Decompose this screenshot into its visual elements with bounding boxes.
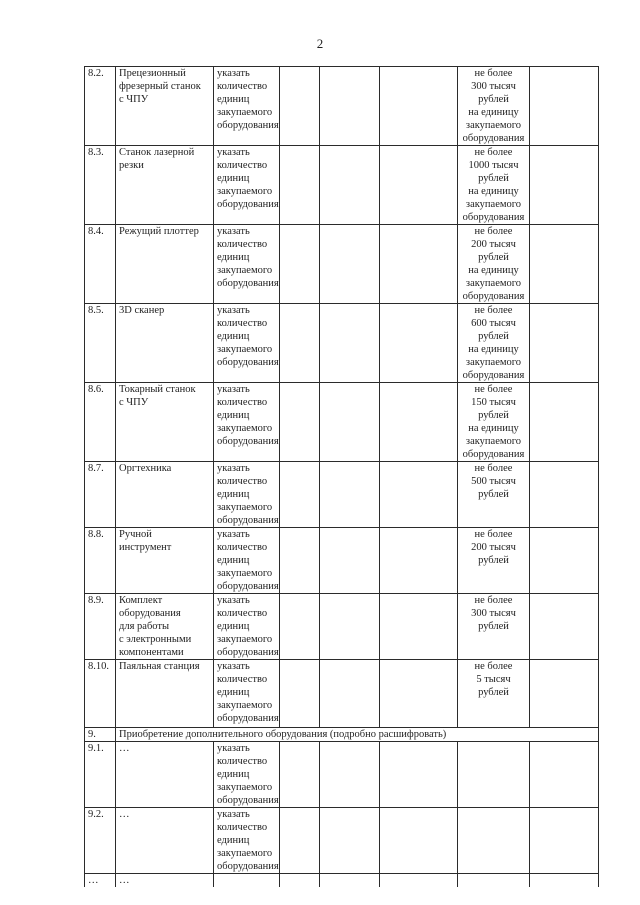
unit-instruction-cell <box>214 660 280 728</box>
item-name-cell-line: Комплект <box>119 595 163 606</box>
item-number-cell <box>85 594 116 660</box>
item-number-cell <box>85 383 116 462</box>
unit-instruction-cell-line: оборудования <box>217 515 279 526</box>
table-row <box>85 146 599 225</box>
price-limit-cell-line: оборудования <box>462 291 525 302</box>
unit-instruction-cell-line: закупаемого <box>217 568 273 579</box>
unit-instruction-cell-line: единиц <box>217 555 250 566</box>
unit-instruction-cell <box>214 528 280 594</box>
equipment-table <box>84 66 599 887</box>
empty-cell <box>320 808 380 874</box>
unit-instruction-cell-line: закупаемого <box>217 848 273 859</box>
unit-instruction-cell-line: оборудования <box>217 581 279 592</box>
unit-instruction-cell-line: закупаемого <box>217 344 273 355</box>
price-limit-cell-line: не более <box>474 226 513 237</box>
section-title-cell <box>116 728 599 742</box>
empty-cell <box>530 874 599 888</box>
item-name-cell <box>116 67 214 146</box>
price-limit-cell <box>458 225 530 304</box>
empty-cell <box>458 742 530 808</box>
item-name-cell <box>116 594 214 660</box>
empty-cell <box>380 742 458 808</box>
unit-instruction-cell-line: указать <box>217 226 250 237</box>
empty-cell <box>280 594 320 660</box>
unit-instruction-cell-line: количество <box>217 81 268 92</box>
unit-instruction-cell-line: оборудования <box>217 861 279 872</box>
section-number: 9. <box>88 729 96 740</box>
item-number: 8.4. <box>88 226 104 237</box>
empty-cell <box>530 462 599 528</box>
price-limit-cell-line: 300 тысяч <box>471 81 516 92</box>
empty-cell <box>320 742 380 808</box>
item-number: 9.2. <box>88 809 104 820</box>
empty-cell <box>280 874 320 888</box>
empty-cell <box>320 462 380 528</box>
unit-instruction-cell-line: единиц <box>217 331 250 342</box>
unit-instruction-cell-line: указать <box>217 68 250 79</box>
item-name-cell <box>116 304 214 383</box>
empty-cell <box>380 528 458 594</box>
empty-cell <box>380 383 458 462</box>
item-name: … <box>119 809 130 820</box>
item-number-cell <box>85 808 116 874</box>
unit-instruction-cell-line: указать <box>217 809 250 820</box>
empty-cell <box>380 808 458 874</box>
unit-instruction-cell-line: указать <box>217 529 250 540</box>
item-number-cell <box>85 528 116 594</box>
item-name-cell-line: Оргтехника <box>119 463 172 474</box>
price-limit-cell-line: 500 тысяч <box>471 476 516 487</box>
price-limit-cell-line: закупаемого <box>465 357 522 368</box>
price-limit-cell <box>458 67 530 146</box>
item-name-cell-line: с ЧПУ <box>119 94 149 105</box>
item-number-cell <box>85 225 116 304</box>
unit-instruction-cell-line: оборудования <box>217 120 279 131</box>
item-name-cell-line: фрезерный станок <box>119 81 201 92</box>
item-number-cell <box>85 874 116 888</box>
empty-cell <box>320 528 380 594</box>
item-name-cell-line: 3D сканер <box>119 305 165 316</box>
price-limit-cell-line: не более <box>474 384 513 395</box>
empty-cell <box>320 660 380 728</box>
unit-instruction-cell-line: количество <box>217 397 268 408</box>
table-row <box>85 808 599 874</box>
unit-instruction-cell-line: единиц <box>217 835 250 846</box>
item-name-cell <box>116 742 214 808</box>
price-limit-cell-line: рублей <box>478 489 509 500</box>
item-name-cell-line: Паяльная станция <box>119 661 200 672</box>
item-number: 8.9. <box>88 595 104 606</box>
item-number: 8.2. <box>88 68 104 79</box>
unit-instruction-cell <box>214 383 280 462</box>
empty-cell <box>280 383 320 462</box>
empty-cell <box>320 225 380 304</box>
unit-instruction-cell-line: количество <box>217 160 268 171</box>
empty-cell <box>530 146 599 225</box>
price-limit-cell-line: 1000 тысяч <box>468 160 519 171</box>
empty-cell <box>280 67 320 146</box>
item-number: 8.3. <box>88 147 104 158</box>
unit-instruction-cell <box>214 225 280 304</box>
price-limit-cell <box>458 528 530 594</box>
item-name-cell-line: компонентами <box>119 647 184 658</box>
price-limit-cell-line: на единицу <box>468 265 519 276</box>
item-name-cell-line: с ЧПУ <box>119 397 149 408</box>
empty-cell <box>530 742 599 808</box>
price-limit-cell-line: оборудования <box>462 212 525 223</box>
price-limit-cell <box>458 462 530 528</box>
unit-instruction-cell-line: количество <box>217 674 268 685</box>
item-number-cell <box>85 660 116 728</box>
unit-instruction-cell-line: указать <box>217 305 250 316</box>
table-row <box>85 225 599 304</box>
empty-cell <box>530 660 599 728</box>
price-limit-cell <box>458 304 530 383</box>
table-row <box>85 660 599 728</box>
empty-cell <box>380 67 458 146</box>
empty-cell <box>380 594 458 660</box>
item-name-cell <box>116 874 214 888</box>
unit-instruction-cell-line: оборудования <box>217 199 279 210</box>
item-name-cell <box>116 225 214 304</box>
unit-instruction-cell-line: указать <box>217 384 250 395</box>
table-row <box>85 304 599 383</box>
empty-cell <box>320 383 380 462</box>
price-limit-cell <box>458 594 530 660</box>
price-limit-cell-line: на единицу <box>468 186 519 197</box>
empty-cell <box>280 225 320 304</box>
item-name-cell <box>116 808 214 874</box>
section-number-cell <box>85 728 116 742</box>
empty-cell <box>380 660 458 728</box>
item-name-cell-line: для работы <box>119 621 170 632</box>
price-limit-cell-line: не более <box>474 661 513 672</box>
price-limit-cell-line: не более <box>474 595 513 606</box>
unit-instruction-cell-line: единиц <box>217 687 250 698</box>
item-name: … <box>119 875 130 886</box>
price-limit-cell-line: на единицу <box>468 344 519 355</box>
item-name-cell-line: Ручной <box>119 529 152 540</box>
unit-instruction-cell-line: единиц <box>217 621 250 632</box>
unit-instruction-cell-line: количество <box>217 542 268 553</box>
price-limit-cell-line: закупаемого <box>465 278 522 289</box>
price-limit-cell-line: не более <box>474 463 513 474</box>
unit-instruction-cell-line: указать <box>217 463 250 474</box>
price-limit-cell-line: 300 тысяч <box>471 608 516 619</box>
unit-instruction-cell-line: закупаемого <box>217 186 273 197</box>
section-title: Приобретение дополнительного оборудования (подробно расшифровать) <box>119 729 447 740</box>
unit-instruction-cell-line: закупаемого <box>217 423 273 434</box>
empty-cell <box>280 660 320 728</box>
item-number-cell <box>85 67 116 146</box>
empty-cell <box>530 808 599 874</box>
item-name: … <box>119 743 130 754</box>
price-limit-cell-line: на единицу <box>468 107 519 118</box>
unit-instruction-cell-line: закупаемого <box>217 265 273 276</box>
empty-cell <box>280 742 320 808</box>
unit-instruction-cell-line: количество <box>217 756 268 767</box>
item-name-cell-line: резки <box>119 160 144 171</box>
item-name-cell-line: инструмент <box>119 542 172 553</box>
unit-instruction-cell <box>214 808 280 874</box>
price-limit-cell-line: рублей <box>478 621 509 632</box>
item-number: 9.1. <box>88 743 104 754</box>
empty-cell <box>530 67 599 146</box>
price-limit-cell-line: рублей <box>478 410 509 421</box>
item-number-cell <box>85 742 116 808</box>
price-limit-cell-line: рублей <box>478 331 509 342</box>
item-name-cell <box>116 660 214 728</box>
price-limit-cell-line: не более <box>474 305 513 316</box>
price-limit-cell-line: рублей <box>478 173 509 184</box>
table-row <box>85 594 599 660</box>
unit-instruction-cell-line: закупаемого <box>217 700 273 711</box>
empty-cell <box>530 225 599 304</box>
unit-instruction-cell <box>214 146 280 225</box>
price-limit-cell-line: не более <box>474 68 513 79</box>
price-limit-cell-line: 600 тысяч <box>471 318 516 329</box>
table-row <box>85 742 599 808</box>
empty-cell <box>380 225 458 304</box>
empty-cell <box>380 304 458 383</box>
item-number: 8.7. <box>88 463 104 474</box>
item-number-cell <box>85 462 116 528</box>
price-limit-cell-line: 200 тысяч <box>471 239 516 250</box>
price-limit-cell-line: рублей <box>478 555 509 566</box>
empty-cell <box>280 146 320 225</box>
price-limit-cell-line: не более <box>474 529 513 540</box>
item-number: … <box>88 875 99 886</box>
item-name-cell-line: оборудования <box>119 608 181 619</box>
item-name-cell-line: Режущий плоттер <box>119 226 199 237</box>
unit-instruction-cell-line: указать <box>217 595 250 606</box>
price-limit-cell-line: рублей <box>478 252 509 263</box>
table-row <box>85 462 599 528</box>
unit-instruction-cell-line: единиц <box>217 769 250 780</box>
price-limit-cell-line: 5 тысяч <box>476 674 511 685</box>
empty-cell <box>280 808 320 874</box>
unit-instruction-cell-line: закупаемого <box>217 502 273 513</box>
unit-instruction-cell-line: указать <box>217 743 250 754</box>
item-number: 8.6. <box>88 384 104 395</box>
unit-instruction-cell-line: закупаемого <box>217 782 273 793</box>
empty-cell <box>380 462 458 528</box>
price-limit-cell-line: оборудования <box>462 370 525 381</box>
price-limit-cell <box>458 383 530 462</box>
unit-instruction-cell <box>214 462 280 528</box>
unit-instruction-cell-line: количество <box>217 318 268 329</box>
unit-instruction-cell-line: указать <box>217 661 250 672</box>
price-limit-cell-line: на единицу <box>468 423 519 434</box>
unit-instruction-cell-line: единиц <box>217 173 250 184</box>
unit-instruction-cell <box>214 304 280 383</box>
empty-cell <box>320 304 380 383</box>
unit-instruction-cell-line: закупаемого <box>217 634 273 645</box>
item-name-cell-line: Токарный станок <box>119 384 196 395</box>
price-limit-cell-line: 150 тысяч <box>471 397 516 408</box>
empty-cell <box>530 304 599 383</box>
empty-cell <box>320 146 380 225</box>
unit-instruction-cell <box>214 742 280 808</box>
item-name-cell <box>116 146 214 225</box>
price-limit-cell-line: рублей <box>478 687 509 698</box>
price-limit-cell-line: оборудования <box>462 449 525 460</box>
item-number-cell <box>85 146 116 225</box>
empty-cell <box>280 304 320 383</box>
section-header-row <box>85 728 599 742</box>
item-number: 8.8. <box>88 529 104 540</box>
empty-cell <box>280 462 320 528</box>
empty-cell <box>280 528 320 594</box>
table-row <box>85 528 599 594</box>
unit-instruction-cell-line: закупаемого <box>217 107 273 118</box>
unit-instruction-cell-line: количество <box>217 476 268 487</box>
unit-instruction-cell-line: количество <box>217 239 268 250</box>
unit-instruction-cell-line: единиц <box>217 94 250 105</box>
unit-instruction-cell-line: указать <box>217 147 250 158</box>
table-row <box>85 67 599 146</box>
price-limit-cell <box>458 660 530 728</box>
price-limit-cell-line: закупаемого <box>465 120 522 131</box>
empty-cell <box>320 594 380 660</box>
unit-instruction-cell-line: оборудования <box>217 713 279 724</box>
empty-cell <box>530 383 599 462</box>
unit-instruction-cell-line: единиц <box>217 252 250 263</box>
unit-instruction-cell <box>214 594 280 660</box>
item-name-cell-line: с электронными <box>119 634 192 645</box>
item-number: 8.5. <box>88 305 104 316</box>
item-name-cell-line: Станок лазерной <box>119 147 195 158</box>
empty-cell <box>320 67 380 146</box>
unit-instruction-cell <box>214 67 280 146</box>
unit-instruction-cell-line: оборудования <box>217 357 279 368</box>
item-name-cell <box>116 528 214 594</box>
price-limit-cell-line: не более <box>474 147 513 158</box>
price-limit-cell-line: оборудования <box>462 133 525 144</box>
unit-instruction-cell-line: оборудования <box>217 278 279 289</box>
unit-instruction-cell-line: оборудования <box>217 795 279 806</box>
unit-instruction-cell-line: единиц <box>217 489 250 500</box>
empty-cell <box>380 146 458 225</box>
price-limit-cell-line: закупаемого <box>465 199 522 210</box>
empty-cell <box>320 874 380 888</box>
price-limit-cell-line: рублей <box>478 94 509 105</box>
price-limit-cell-line: 200 тысяч <box>471 542 516 553</box>
item-name-cell <box>116 462 214 528</box>
table-row <box>85 383 599 462</box>
empty-cell <box>380 874 458 888</box>
item-number: 8.10. <box>88 661 109 672</box>
table-row <box>85 874 599 888</box>
unit-instruction-cell-line: единиц <box>217 410 250 421</box>
price-limit-cell <box>458 146 530 225</box>
price-limit-cell-line: закупаемого <box>465 436 522 447</box>
empty-cell <box>214 874 280 888</box>
unit-instruction-cell-line: оборудования <box>217 647 279 658</box>
page-number: 2 <box>316 36 324 51</box>
item-name-cell <box>116 383 214 462</box>
empty-cell <box>458 874 530 888</box>
unit-instruction-cell-line: количество <box>217 608 268 619</box>
item-number-cell <box>85 304 116 383</box>
empty-cell <box>530 528 599 594</box>
empty-cell <box>530 594 599 660</box>
empty-cell <box>458 808 530 874</box>
unit-instruction-cell-line: количество <box>217 822 268 833</box>
item-name-cell-line: Прецезионный <box>119 68 186 79</box>
unit-instruction-cell-line: оборудования <box>217 436 279 447</box>
